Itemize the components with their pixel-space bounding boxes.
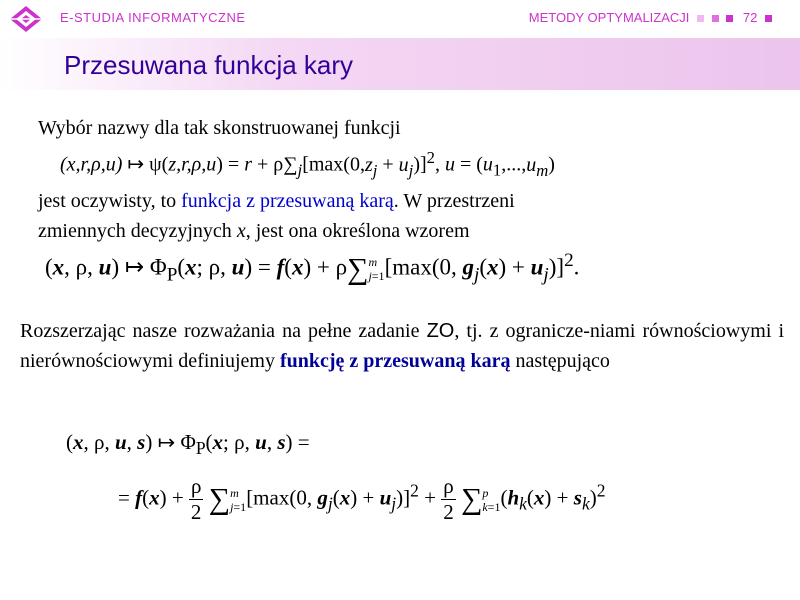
intro-line-1: Wybór nazwy dla tak skonstruowanej funkcji xyxy=(38,117,401,139)
decor-square-icon xyxy=(726,15,733,22)
formula-full-penalty-rhs: = f(x) + $\frac{\rho}{2}$ ∑m j=1[max(0, $g_j(x) + u_j)]^2$ + $\frac{\rho}{2}$ ∑p $k=1(h_k(x) + s_k)^2$ xyxy=(118,474,606,524)
decor-square-icon xyxy=(697,15,704,22)
course-title: METODY OPTYMALIZACJI xyxy=(528,10,690,25)
intro-line-3-suffix: . W przestrzeni xyxy=(393,189,515,212)
formula-penalty-inequality: (x, ρ, u) ↦ $\Phi_P(x$; ρ, u) = f(x) + ρ∑m j=1[max(0, $g_j(x) + u_j)]^2$. xyxy=(45,250,580,286)
fraction-rho-half: $\frac{\rho}{2}$ xyxy=(190,474,202,524)
zo-abbrev: ZO xyxy=(426,320,455,342)
highlight-shifted-penalty: funkcja z przesuwaną karą xyxy=(181,189,394,212)
highlight-shifted-penalty-function: funkcję z przesuwaną karą xyxy=(279,350,511,372)
intro-line-4: zmiennych decyzyjnych x, jest ona określona wzorem xyxy=(38,219,470,242)
fraction-rho-half: $\frac{\rho}{2}$ xyxy=(443,474,454,524)
decor-square-icon xyxy=(765,15,772,22)
intro-line-3-prefix: jest oczywisty, to xyxy=(38,189,182,212)
intro-line-2: (x,r,ρ,u) ↦ $\psi(z,r,\rho,u) = r + \rho\sum_j[\max(0,z_j + u_j)]^2$, $u = (u_1,...,u_m)$ xyxy=(60,148,555,180)
extension-text-end: następująco xyxy=(510,350,610,372)
paragraph-intro xyxy=(38,113,758,246)
formula-full-penalty-lhs: (x, ρ, u, s) ↦ $\Phi_P(x$; ρ, u, s) = xyxy=(66,430,310,459)
estudia-logo-icon xyxy=(8,4,44,34)
slide-header xyxy=(0,0,800,38)
course-info xyxy=(529,10,772,25)
intro-line-3 xyxy=(38,186,758,216)
decor-square-icon xyxy=(712,15,719,22)
slide-title: Przesuwana funkcja kary xyxy=(64,50,354,80)
paragraph-extension xyxy=(20,316,784,376)
brand-name: E-STUDIA INFORMATYCZNE xyxy=(60,10,246,25)
extension-text-start: Rozszerzając nasze rozważania na pełne zadanie xyxy=(20,320,427,342)
extension-text-mid: , tj. z ogranicze-niami równościowymi i nierównościowymi definiujemy xyxy=(20,320,784,372)
page-number: 72 xyxy=(742,10,758,25)
